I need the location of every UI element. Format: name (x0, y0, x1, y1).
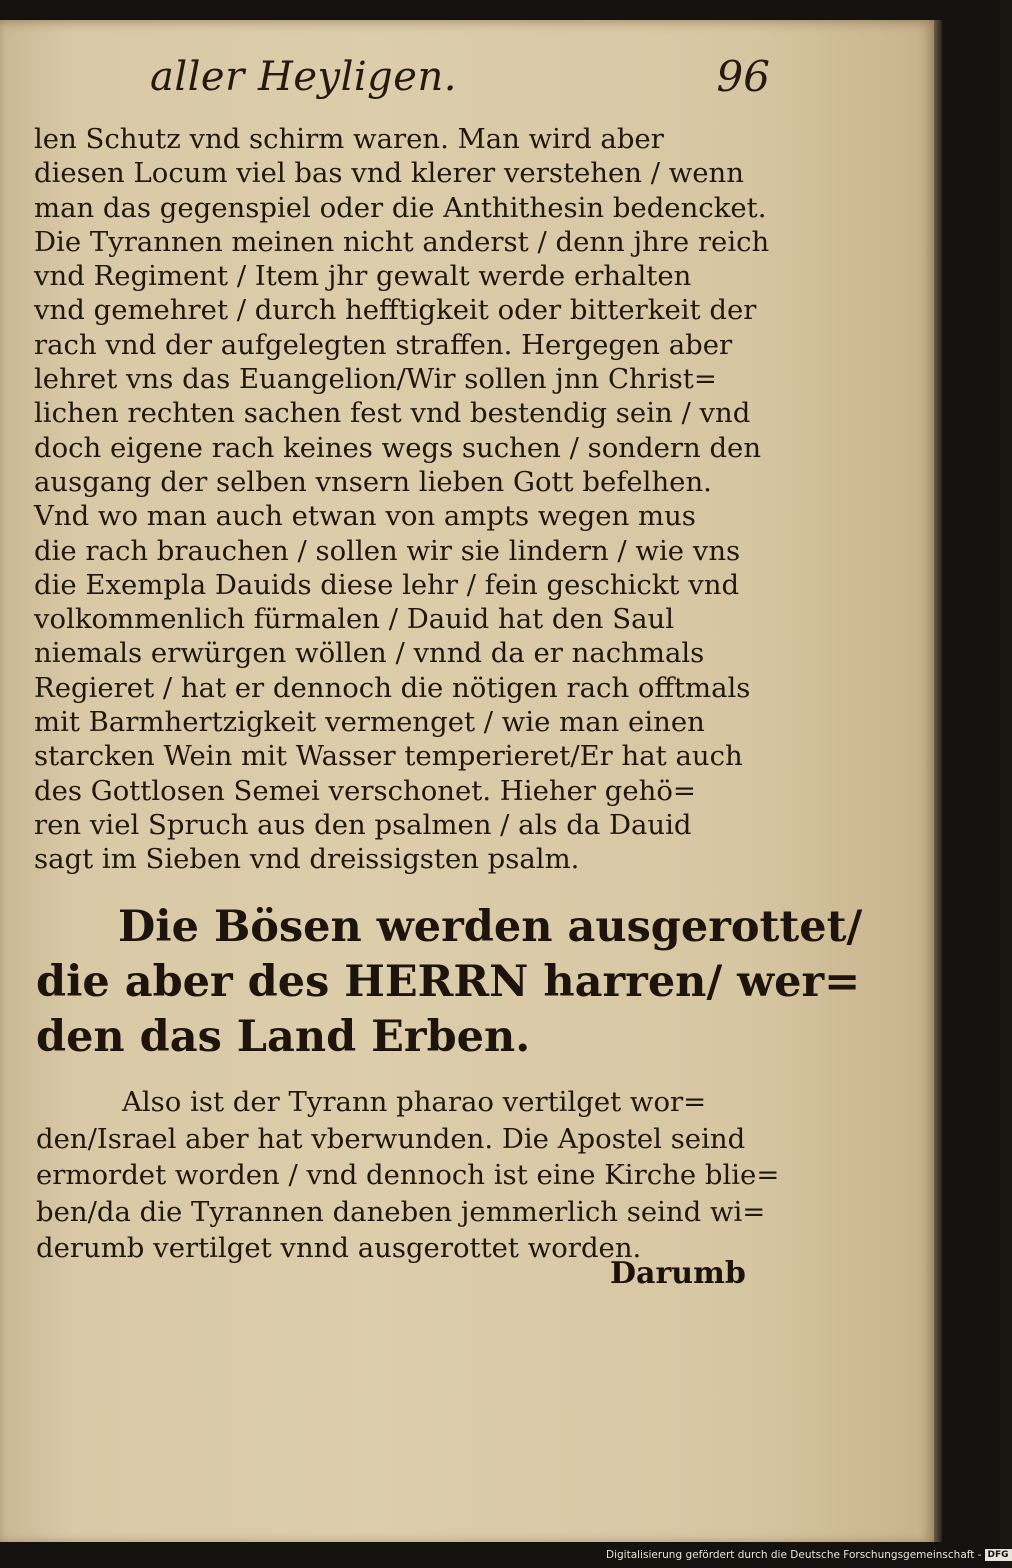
text-line: mit Barmhertzigkeit vermenget / wie man einen (34, 706, 705, 739)
text-line: derumb vertilget vnnd ausgerottet worden. (36, 1232, 642, 1264)
funding-footer (606, 1549, 1009, 1567)
text-line: ausgang der selben vnsern lieben Gott befelhen. (34, 465, 712, 498)
running-head: aller Heyligen. (150, 54, 457, 100)
text-line: vnd gemehret / durch hefftigkeit oder bitterkeit der (34, 294, 757, 327)
text-line: die rach brauchen / sollen wir sie lindern / wie vns (34, 534, 741, 567)
catchword: Darumb (610, 1256, 746, 1291)
text-line: lichen rechten sachen fest vnd bestendig sein / vnd (34, 397, 751, 430)
text-line: Vnd wo man auch etwan von ampts wegen mus (34, 500, 696, 533)
body-paragraph (34, 122, 770, 877)
text-line: Die Tyrannen meinen nicht anderst / denn jhre reich (34, 225, 770, 258)
page-header (140, 52, 770, 112)
text-line: sagt im Sieben vnd dreissigsten psalm. (34, 843, 580, 876)
text-line: niemals erwürgen wöllen / vnnd da er nachmals (34, 637, 705, 670)
heading-line: die aber des HERRN harren/ wer= (36, 957, 861, 1007)
heading-line: Die Bösen werden ausgerottet/ (118, 902, 863, 952)
scripture-heading (36, 900, 863, 1065)
text-line: Regieret / hat er dennoch die nötigen rach offtmals (34, 671, 751, 704)
text-line: ben/da die Tyrannen daneben jemmerlich seind wi= (36, 1195, 766, 1228)
text-line: man das gegenspiel oder die Anthithesin bedencket. (34, 191, 767, 224)
text-line: ren viel Spruch aus den psalmen / als da Dauid (34, 808, 692, 841)
text-line: volkommenlich fürmalen / Dauid hat den Saul (34, 603, 674, 636)
book-page (0, 20, 934, 1542)
text-line: lehret vns das Euangelion/Wir sollen jnn Christ= (34, 363, 717, 396)
text-line: die Exempla Dauids diese lehr / fein geschickt vnd (34, 568, 740, 601)
text-line: rach vnd der aufgelegten straffen. Hergegen aber (34, 328, 733, 361)
text-line: doch eigene rach keines wegs suchen / sondern den (34, 431, 762, 464)
text-line: len Schutz vnd schirm waren. Man wird aber (34, 123, 664, 155)
text-line: starcken Wein mit Wasser temperieret/Er hat auch (34, 740, 743, 773)
page-edge-shadow (934, 20, 942, 1542)
text-line: diesen Locum viel bas vnd klerer verstehen / wenn (34, 157, 744, 190)
text-line: den/Israel aber hat vberwunden. Die Apostel seind (36, 1122, 746, 1155)
text-line: vnd Regiment / Item jhr gewalt werde erhalten (34, 260, 692, 293)
text-line: ermordet worden / vnd dennoch ist eine Kirche blie= (36, 1159, 780, 1191)
dfg-logo-icon: DFG (985, 1549, 1012, 1561)
second-paragraph (36, 1084, 780, 1267)
footer-text: Digitalisierung gefördert durch die Deutsche Forschungsgemeinschaft - (606, 1549, 982, 1561)
page-number: 96 (716, 52, 770, 101)
heading-line: den das Land Erben. (36, 1012, 531, 1062)
text-line: des Gottlosen Semei verschonet. Hieher gehö= (34, 774, 696, 807)
text-line: Also ist der Tyrann pharao vertilget wor= (122, 1086, 707, 1118)
